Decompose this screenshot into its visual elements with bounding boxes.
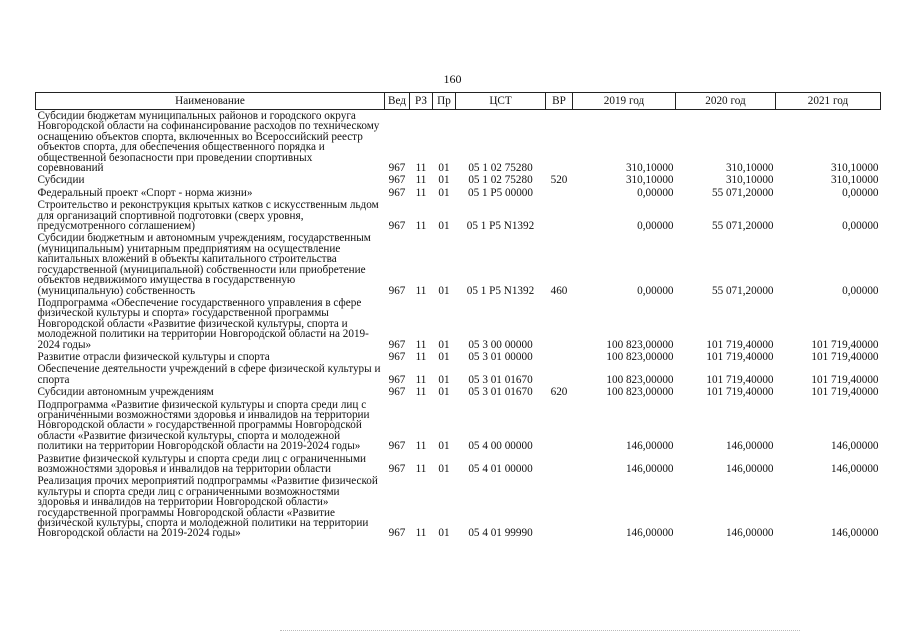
row-2020: 101 719,40000 bbox=[706, 350, 774, 363]
row-pr: 01 bbox=[438, 284, 450, 297]
row-rz: 11 bbox=[415, 174, 427, 187]
row-2021: 101 719,40000 bbox=[811, 386, 879, 399]
row-name: Реализация прочих мероприятий подпрограммы «Развитие физической культуры и спорта среди лиц с ограниченными возможностями здоровья и инвалидов на территории Новгородской области» государственной программы Новгородской области «Развитие физической культуры, спорта и молодежной политики на территории Новгородской области на 2019-2024 годы» bbox=[37, 475, 378, 540]
row-ved: 967 bbox=[388, 186, 406, 199]
header-2020: 2020 год bbox=[676, 93, 776, 110]
row-pr: 01 bbox=[438, 162, 450, 175]
row-name: Субсидии bbox=[37, 174, 85, 187]
row-2021: 310,10000 bbox=[830, 174, 879, 187]
row-pr: 01 bbox=[438, 440, 450, 453]
row-ved: 967 bbox=[388, 440, 406, 453]
header-2019: 2019 год bbox=[573, 93, 676, 110]
row-name: Развитие физической культуры и спорта среди лиц с ограниченными возможностями здоровья и инвалидов на территории области bbox=[37, 452, 367, 475]
row-rz: 11 bbox=[415, 373, 427, 386]
row-cst: 05 3 00 00000 bbox=[468, 338, 533, 351]
row-2019: 100 823,00000 bbox=[606, 350, 674, 363]
row-2019: 310,10000 bbox=[625, 162, 674, 175]
row-cst: 05 3 01 01670 bbox=[468, 386, 533, 399]
row-pr: 01 bbox=[438, 338, 450, 351]
row-name: Федеральный проект «Спорт - норма жизни» bbox=[37, 186, 253, 199]
row-pr: 01 bbox=[438, 174, 450, 187]
row-vr bbox=[546, 351, 573, 363]
row-ved: 967 bbox=[388, 386, 406, 399]
row-vr bbox=[546, 453, 573, 476]
table-row bbox=[36, 297, 881, 351]
row-pr: 01 bbox=[438, 186, 450, 199]
row-2021: 101 719,40000 bbox=[811, 373, 879, 386]
table-row bbox=[36, 187, 881, 199]
row-vr: 460 bbox=[550, 284, 568, 297]
row-2021: 101 719,40000 bbox=[811, 350, 879, 363]
row-rz: 11 bbox=[415, 350, 427, 363]
table-row bbox=[36, 199, 881, 232]
row-2021: 0,00000 bbox=[842, 284, 879, 297]
row-name: Развитие отрасли физической культуры и спорта bbox=[37, 350, 270, 363]
row-2020: 101 719,40000 bbox=[706, 373, 774, 386]
row-2021: 146,00000 bbox=[830, 463, 879, 475]
row-2020: 55 071,20000 bbox=[711, 220, 774, 233]
row-vr bbox=[546, 363, 573, 386]
row-2019: 146,00000 bbox=[625, 527, 674, 540]
table-row bbox=[36, 475, 881, 539]
row-2020: 55 071,20000 bbox=[711, 186, 774, 199]
row-name: Подпрограмма «Обеспечение государственного управления в сфере физической культуры и спорта» государственной программы Новгородской области «Развитие физической культуры, спорта и молодежной политики на территории Новгородской области на 2019-2024 годы» bbox=[37, 296, 369, 351]
row-2020: 146,00000 bbox=[725, 440, 774, 453]
row-2020: 101 719,40000 bbox=[706, 338, 774, 351]
row-cst: 05 4 01 99990 bbox=[468, 527, 533, 540]
row-pr: 01 bbox=[438, 373, 450, 386]
footer-divider bbox=[280, 630, 800, 631]
row-vr bbox=[546, 199, 573, 232]
table-row bbox=[36, 174, 881, 186]
row-vr bbox=[546, 399, 573, 453]
row-2019: 100 823,00000 bbox=[606, 386, 674, 399]
row-rz: 11 bbox=[415, 284, 427, 297]
row-2021: 146,00000 bbox=[830, 527, 879, 540]
row-name: Строительство и реконструкция крытых катков с искусственным льдом для организаций спортивной подготовки (сверх уровня, предусмотренного соглашением) bbox=[37, 199, 379, 233]
table-row bbox=[36, 363, 881, 386]
budget-table bbox=[35, 92, 881, 540]
row-cst: 05 1 P5 N1392 bbox=[466, 284, 535, 297]
row-ved: 967 bbox=[388, 463, 406, 475]
row-name: Субсидии бюджетным и автономным учреждениям, государственным (муниципальным) унитарным предприятиям на осуществление капитальных вложений в объекты капитального строительства государственной (муниципальной) собственности или приобретение объектов недвижимого имущества в государственную (муниципальную) собственность bbox=[37, 232, 371, 297]
row-pr: 01 bbox=[438, 220, 450, 233]
row-ved: 967 bbox=[388, 220, 406, 233]
row-vr bbox=[546, 475, 573, 539]
row-name: Подпрограмма «Развитие физической культуры и спорта среди лиц с ограниченными возможностями здоровья и инвалидов на территории Новгородской области » государственной программы Новгородской области «Развитие физической культуры, спорта и молодежной политики на территории Новгородской области на 2019-2024 годы» bbox=[37, 398, 370, 453]
row-vr: 620 bbox=[550, 386, 568, 399]
table-row bbox=[36, 110, 881, 175]
row-cst: 05 1 02 75280 bbox=[468, 162, 533, 175]
row-2020: 310,10000 bbox=[725, 174, 774, 187]
row-2019: 100 823,00000 bbox=[606, 373, 674, 386]
row-pr: 01 bbox=[438, 527, 450, 540]
row-ved: 967 bbox=[388, 284, 406, 297]
row-vr bbox=[546, 110, 573, 175]
row-rz: 11 bbox=[415, 186, 427, 199]
row-name: Субсидии бюджетам муниципальных районов и городского округа Новгородской области на софинансирование расходов по техническому оснащению объектов спорта, включенных во Всероссийский реестр объектов спорта, для обеспечения общественного порядка и общественной безопасности при проведении спортивных соревнований bbox=[37, 110, 380, 175]
row-ved: 967 bbox=[388, 162, 406, 175]
header-ved: Вед bbox=[385, 93, 410, 110]
row-2019: 0,00000 bbox=[637, 284, 674, 297]
header-vr: ВР bbox=[546, 93, 573, 110]
row-name: Субсидии автономным учреждениям bbox=[37, 386, 214, 399]
row-cst: 05 1 02 75280 bbox=[468, 174, 533, 187]
row-2021: 101 719,40000 bbox=[811, 338, 879, 351]
row-rz: 11 bbox=[415, 338, 427, 351]
header-pr: Пр bbox=[433, 93, 456, 110]
row-ved: 967 bbox=[388, 350, 406, 363]
row-rz: 11 bbox=[415, 440, 427, 453]
row-2021: 0,00000 bbox=[842, 186, 879, 199]
row-2019: 310,10000 bbox=[625, 174, 674, 187]
row-vr bbox=[546, 187, 573, 199]
row-rz: 11 bbox=[415, 162, 427, 175]
row-vr bbox=[546, 297, 573, 351]
row-2021: 310,10000 bbox=[830, 162, 879, 175]
row-vr: 520 bbox=[550, 174, 568, 187]
table-row bbox=[36, 386, 881, 398]
header-name: Наименование bbox=[36, 93, 385, 110]
row-2021: 146,00000 bbox=[830, 440, 879, 453]
table-row bbox=[36, 232, 881, 296]
table-row bbox=[36, 351, 881, 363]
row-2020: 146,00000 bbox=[725, 463, 774, 475]
row-pr: 01 bbox=[438, 350, 450, 363]
row-2020: 310,10000 bbox=[725, 162, 774, 175]
row-2019: 146,00000 bbox=[625, 440, 674, 453]
row-name: Обеспечение деятельности учреждений в сфере физической культуры и спорта bbox=[37, 363, 381, 386]
table-header-row bbox=[36, 93, 881, 110]
row-rz: 11 bbox=[415, 527, 427, 540]
row-cst: 05 4 01 00000 bbox=[468, 463, 533, 475]
table-row bbox=[36, 399, 881, 453]
row-2019: 100 823,00000 bbox=[606, 338, 674, 351]
header-cst: ЦСТ bbox=[456, 93, 546, 110]
row-rz: 11 bbox=[415, 463, 427, 475]
row-2019: 0,00000 bbox=[637, 186, 674, 199]
header-2021: 2021 год bbox=[776, 93, 881, 110]
row-ved: 967 bbox=[388, 527, 406, 540]
row-cst: 05 3 01 00000 bbox=[468, 350, 533, 363]
table-row bbox=[36, 453, 881, 476]
row-ved: 967 bbox=[388, 373, 406, 386]
row-2019: 146,00000 bbox=[625, 463, 674, 475]
row-cst: 05 1 P5 00000 bbox=[468, 186, 533, 199]
row-2020: 101 719,40000 bbox=[706, 386, 774, 399]
header-rz: РЗ bbox=[410, 93, 433, 110]
row-cst: 05 3 01 01670 bbox=[468, 373, 533, 386]
row-rz: 11 bbox=[415, 386, 427, 399]
page-number: 160 bbox=[443, 72, 462, 86]
row-cst: 05 4 00 00000 bbox=[468, 440, 533, 453]
row-2019: 0,00000 bbox=[637, 220, 674, 233]
row-2021: 0,00000 bbox=[842, 220, 879, 233]
row-2020: 55 071,20000 bbox=[711, 284, 774, 297]
row-cst: 05 1 P5 N1392 bbox=[466, 220, 535, 233]
row-2020: 146,00000 bbox=[725, 527, 774, 540]
row-ved: 967 bbox=[388, 174, 406, 187]
row-rz: 11 bbox=[415, 220, 427, 233]
row-pr: 01 bbox=[438, 463, 450, 475]
row-ved: 967 bbox=[388, 338, 406, 351]
row-pr: 01 bbox=[438, 386, 450, 399]
